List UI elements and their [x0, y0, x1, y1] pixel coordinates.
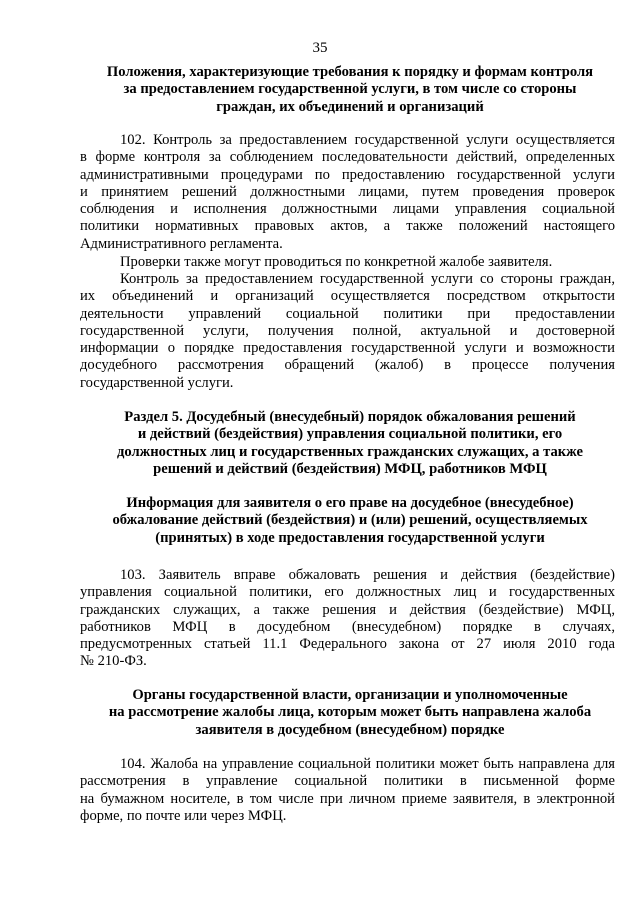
- paragraph-checks: [80, 254, 615, 271]
- heading-line: граждан, их объединений и организаций: [216, 98, 484, 115]
- paragraph-103: [80, 567, 615, 671]
- paragraph-104: [80, 756, 615, 825]
- text-line: 103. Заявитель вправе обжаловать решения и действия (бездействие): [120, 567, 615, 583]
- section-heading-control: [80, 64, 620, 116]
- heading-line: заявителя в досудебном (внесудебном) порядке: [195, 721, 505, 738]
- heading-line: Органы государственной власти, организации и уполномоченные: [132, 687, 568, 703]
- text-line: административными процедурами по предоставлению государственной услуги: [80, 166, 615, 183]
- text-line: и принятием решений должностными лицами, путем проведения проверок: [80, 183, 615, 200]
- text-line: Административного регламента.: [80, 235, 283, 252]
- text-line: политики нормативных правовых актов, а также положений настоящего: [80, 218, 615, 235]
- heading-line: на рассмотрение жалобы лица, которым может быть направлена жалоба: [108, 704, 592, 721]
- text-line: Контроль за предоставлением государственной услуги со стороны граждан,: [120, 271, 615, 287]
- text-line: 102. Контроль за предоставлением государственной услуги осуществляется: [120, 132, 615, 148]
- heading-line: решений и действий (бездействия) МФЦ, работников МФЦ: [153, 460, 547, 477]
- text-line: государственной услуги.: [80, 374, 234, 391]
- heading-line: Информация для заявителя о его праве на досудебное (внесудебное): [126, 495, 574, 511]
- heading-line: за предоставлением государственной услуги, в том числе со стороны: [123, 81, 577, 98]
- heading-line: Положения, характеризующие требования к порядку и формам контроля: [106, 64, 594, 80]
- heading-line: и действий (бездействия) управления социальной политики, его: [137, 426, 563, 443]
- text-line: Проверки также могут проводиться по конкретной жалобе заявителя.: [120, 254, 553, 270]
- text-line: форме, по почте или через МФЦ.: [80, 807, 287, 824]
- text-line: работников МФЦ в досудебном (внесудебном) порядке в случаях,: [80, 618, 615, 635]
- text-line: предусмотренных статьей 11.1 Федерального закона от 27 июля 2010 года: [80, 636, 615, 653]
- text-line: гражданских служащих, а также решения и действия (бездействие) МФЦ,: [80, 601, 615, 618]
- text-line: № 210-ФЗ.: [80, 653, 147, 670]
- text-line: в форме контроля за соблюдением последовательности действий, определенных: [80, 149, 615, 166]
- text-line: деятельности управлений социальной политики при предоставлении: [80, 305, 615, 322]
- text-line: государственной услуги, получения полной, актуальной и достоверной: [80, 322, 615, 339]
- text-line: их объединений и организаций осуществляется посредством открытости: [80, 288, 615, 305]
- page-number: 35: [312, 40, 328, 56]
- heading-line: обжалование действий (бездействия) и (или) решений, осуществляемых: [112, 512, 588, 529]
- subsection-heading-authorities: [80, 687, 620, 739]
- text-line: соблюдения и исполнения должностными лицами управления социальной: [80, 201, 615, 218]
- text-line: рассмотрения в управление социальной политики в письменной форме: [80, 773, 615, 790]
- paragraph-public-control: [80, 271, 615, 392]
- heading-line: (принятых) в ходе предоставления государственной услуги: [155, 529, 545, 546]
- heading-line: Раздел 5. Досудебный (внесудебный) порядок обжалования решений: [124, 409, 576, 425]
- section-5-heading: [80, 409, 620, 478]
- text-line: на бумажном носителе, в том числе при личном приеме заявителя, в электронной: [80, 790, 615, 807]
- text-line: 104. Жалоба на управление социальной политики может быть направлена для: [120, 756, 615, 772]
- paragraph-102: [80, 132, 615, 253]
- text-line: управления социальной политики, его должностных лиц и государственных: [80, 584, 615, 601]
- text-line: досудебного рассмотрения обращений (жалоб) в процессе получения: [80, 357, 615, 374]
- subsection-heading-info: [80, 495, 620, 547]
- text-line: информации о порядке предоставления государственной услуги и возможности: [80, 340, 615, 357]
- heading-line: должностных лиц и государственных гражданских служащих, а также: [116, 443, 584, 460]
